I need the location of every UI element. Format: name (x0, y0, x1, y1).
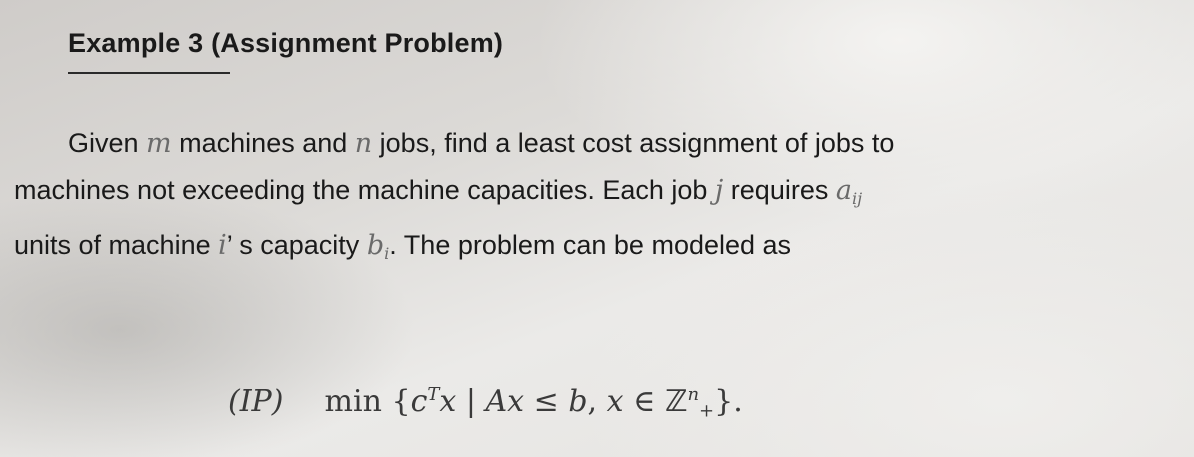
formula-label: (IP) (228, 384, 284, 419)
ip-formula (228, 384, 743, 421)
text-segment: requires (723, 175, 836, 205)
formula-open-brace: { (391, 384, 411, 419)
text-segment: units of machine (14, 229, 219, 260)
formula-comma: , (587, 384, 607, 419)
formula-integers: ℤ (664, 384, 688, 419)
paragraph-line-3 (14, 222, 1174, 277)
text-segment: . The problem can be modeled as (389, 229, 792, 260)
math-m: m (146, 128, 172, 159)
formula-leq: ≤ (524, 384, 569, 419)
problem-description (14, 120, 1174, 277)
math-n: n (354, 128, 373, 159)
formula-bar: | (456, 384, 486, 419)
title-text: Example 3 (Assignment Problem) (68, 28, 504, 58)
formula-close-brace: }. (714, 384, 743, 419)
formula-c: c (410, 384, 428, 419)
math-subscript-i: i (384, 243, 390, 263)
text-segment: machines not exceeding the machine capacities. Each job (14, 175, 715, 205)
formula-element-of: ∈ (623, 384, 665, 419)
formula-b: b (568, 384, 588, 419)
math-subscript-ij: ij (851, 188, 863, 208)
text-segment: jobs, find a least cost assignment of jobs to (372, 128, 895, 158)
math-a: a (835, 175, 852, 206)
formula-min: min (324, 384, 382, 419)
math-i: i (218, 229, 227, 261)
formula-x: x (439, 384, 457, 419)
slide-title (68, 28, 503, 59)
text-segment: machines and (171, 128, 355, 158)
paragraph-line-2 (14, 167, 1174, 222)
math-j: j (714, 175, 724, 206)
paragraph-line-1 (14, 120, 1174, 167)
formula-superscript-n: n (687, 384, 700, 406)
formula-x: x (606, 384, 624, 419)
text-segment: ’ s capacity (226, 229, 367, 260)
formula-subscript-plus: + (699, 400, 715, 422)
formula-transpose: T (427, 384, 440, 406)
text-segment: Given (68, 128, 147, 158)
math-b: b (366, 229, 385, 261)
formula-ax: Ax (485, 384, 525, 419)
title-underline (68, 72, 230, 74)
